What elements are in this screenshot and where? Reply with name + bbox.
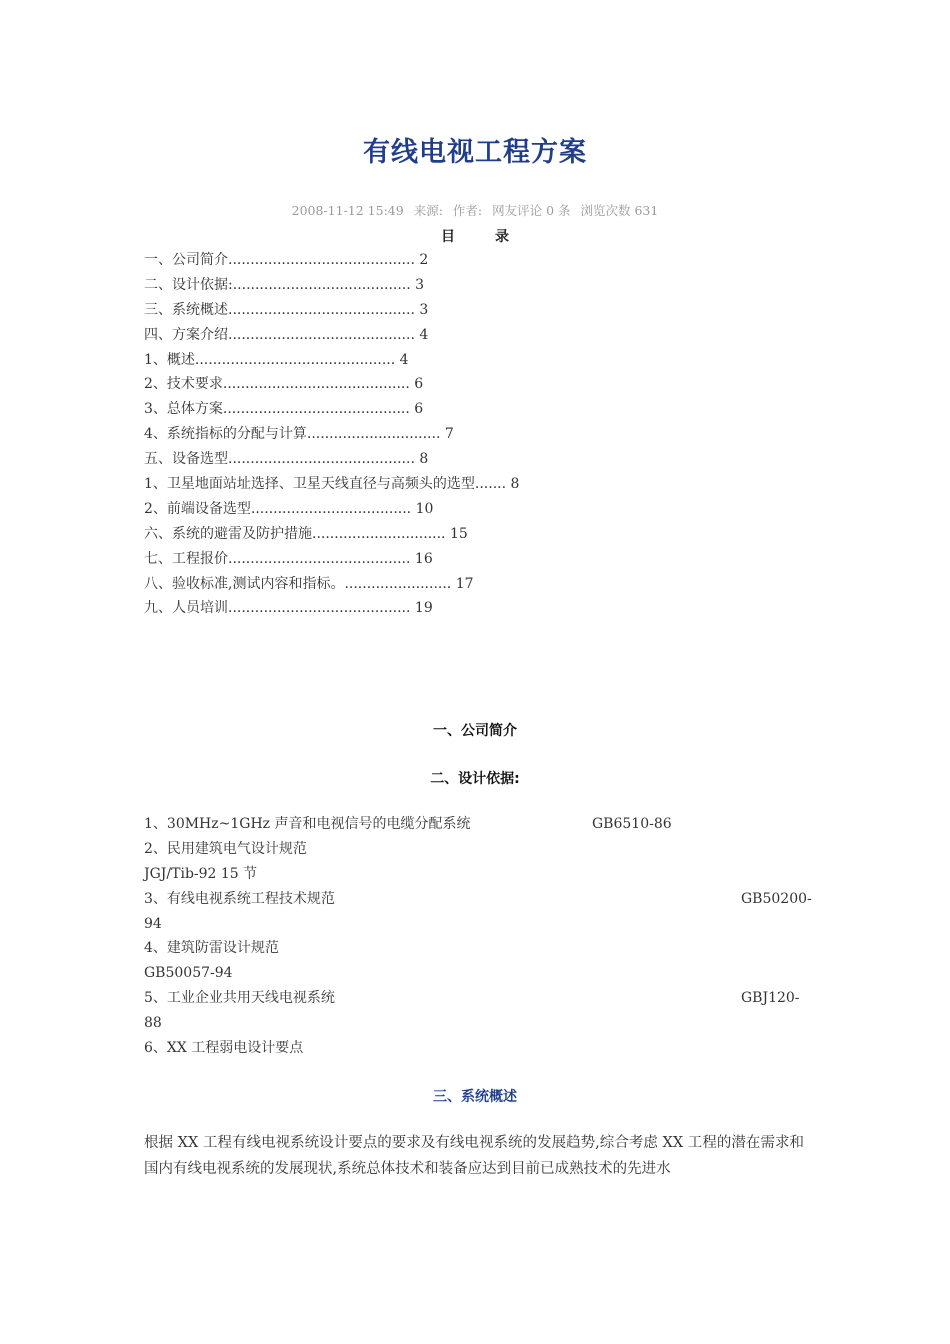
reference-line — [144, 912, 809, 937]
reference-line — [144, 1036, 809, 1061]
toc-item: 1、概述............................................. 4 — [144, 351, 409, 368]
reference-line — [144, 961, 809, 986]
toc-item: 四、方案介绍.......................................... 4 — [144, 326, 429, 343]
meta-source: 来源: — [413, 203, 443, 218]
reference-text: 6、XX 工程弱电设计要点 — [144, 1040, 304, 1057]
reference-line — [144, 887, 812, 912]
toc-item: 2、技术要求.......................................... 6 — [144, 376, 424, 393]
reference-text: 88 — [144, 1015, 162, 1032]
toc-heading-char-2: 录 — [495, 229, 509, 245]
reference-text: 1、30MHz~1GHz 声音和电视信号的电缆分配系统 — [144, 816, 471, 832]
section-heading-company: 一、公司简介 — [433, 723, 517, 739]
reference-text: 2、民用建筑电气设计规范 — [144, 840, 307, 857]
overview-paragraph: 根据 XX 工程有线电视系统设计要点的要求及有线电视系统的发展趋势,综合考虑 XX 工程的潜在需求和国内有线电视系统的发展现状,系统总体技术和装备应达到目前已成熟技术的先进水 — [144, 1135, 804, 1177]
meta-views: 浏览次数 631 — [580, 203, 659, 218]
reference-line — [144, 986, 809, 1011]
toc-heading-char-1: 目 — [441, 229, 455, 245]
toc-item: 4、系统指标的分配与计算.............................. 7 — [144, 426, 454, 443]
toc-item: 2、前端设备选型.................................... 10 — [144, 500, 434, 517]
reference-text: 94 — [144, 915, 162, 932]
toc-heading — [0, 226, 950, 246]
article-meta — [0, 201, 950, 219]
toc-item: 八、验收标准,测试内容和指标。........................ 17 — [144, 575, 474, 592]
section-heading-design-basis: 二、设计依据: — [430, 771, 520, 787]
toc-item: 1、卫星地面站址选择、卫星天线直径与高频头的选型....... 8 — [144, 476, 520, 493]
toc-item: 七、工程报价......................................... 16 — [144, 550, 433, 567]
toc-item: 三、系统概述.......................................... 3 — [144, 301, 429, 318]
reference-text: 3、有线电视系统工程技术规范 — [144, 890, 335, 907]
toc-item: 六、系统的避雷及防护措施.............................. 15 — [144, 525, 468, 542]
reference-line — [144, 812, 809, 837]
page-title: 有线电视工程方案 — [363, 137, 587, 168]
meta-comments: 网友评论 0 条 — [492, 203, 571, 218]
reference-code: GBJ120- — [741, 990, 800, 1007]
reference-line — [144, 936, 809, 961]
meta-date: 2008-11-12 15:49 — [291, 203, 404, 218]
toc-item: 九、人员培训......................................... 19 — [144, 600, 433, 617]
section-heading-overview: 三、系统概述 — [433, 1089, 517, 1105]
reference-text: JGJ/Tib-92 15 节 — [144, 865, 258, 882]
toc-item: 一、公司简介.......................................... 2 — [144, 252, 429, 268]
reference-line — [144, 862, 809, 887]
reference-line — [144, 837, 809, 862]
reference-code: GB50200- — [741, 890, 812, 907]
reference-text: 5、工业企业共用天线电视系统 — [144, 990, 335, 1007]
reference-list — [144, 812, 812, 1061]
reference-text: 4、建筑防雷设计规范 — [144, 940, 279, 957]
toc-item: 二、设计依据:........................................ 3 — [144, 276, 425, 293]
table-of-contents — [144, 248, 844, 621]
reference-code: GB6510-86 — [592, 816, 672, 832]
toc-item: 3、总体方案.......................................... 6 — [144, 401, 424, 418]
reference-text: GB50057-94 — [144, 965, 233, 982]
meta-author: 作者: — [452, 203, 483, 218]
toc-item: 五、设备选型.......................................... 8 — [144, 451, 429, 468]
reference-line — [144, 1011, 809, 1036]
